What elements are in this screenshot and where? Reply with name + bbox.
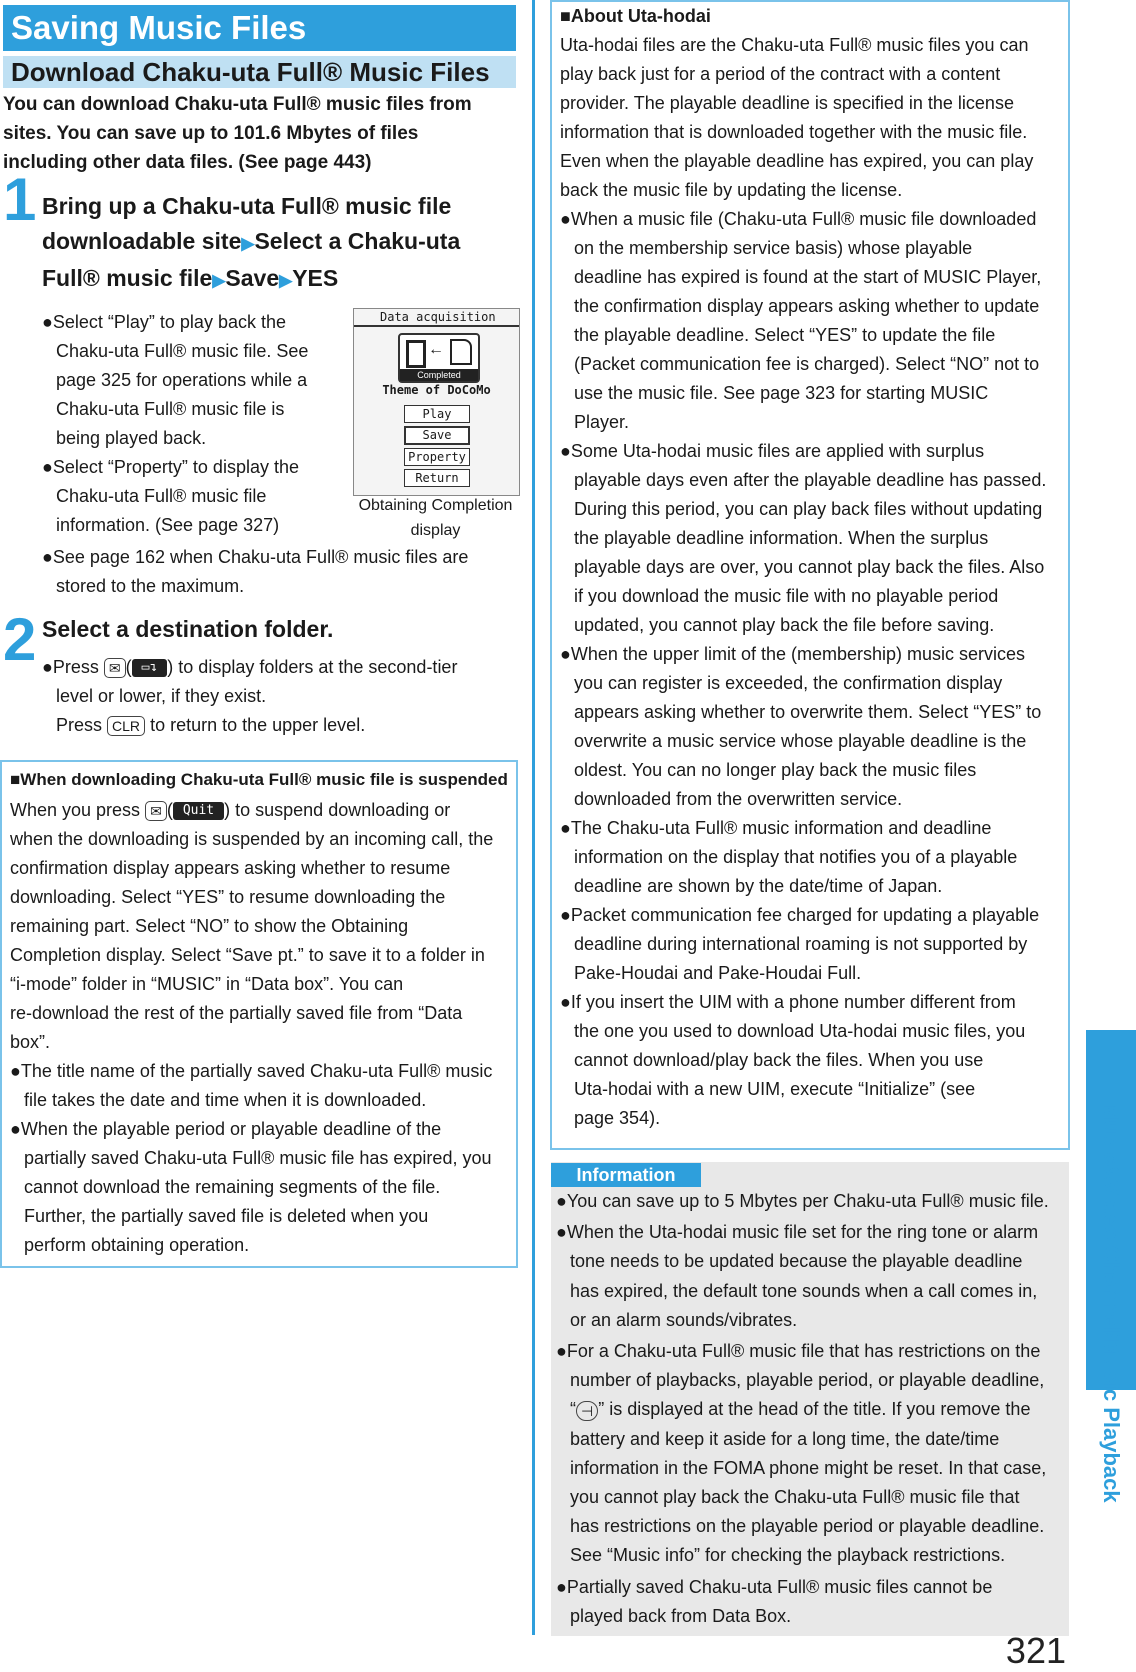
section-title: Saving Music Files: [3, 5, 516, 51]
bullet-item: ●Packet communication fee charged for updating a playable: [560, 905, 1040, 925]
information-content: ●You can save up to 5 Mbytes per Chaku-uta Full® music file. ●When the Uta-hodai music file set for the ring tone or alarm tone needs to be updated because the playable deadline has expired, the default tone sounds when a call comes in, or an alarm sounds/vibrates. ●For a Chaku-uta Full® music file that has restrictions on the number of playbacks, playable period, or playable deadline, “ ⊣ ” is displayed at the head of the title. If you remove the battery and keep it aside for a long time, the date/time information in the FOMA phone might be reset. In that case, you cannot play back the Chaku-uta Full® music file that has restrictions on the playable period or playable deadline. See “Music info” for checking the playback restrictions. ●Partially saved Chaku-uta Full® music files cannot be played back from Data Box.: [556, 1187, 1068, 1631]
bullet-item: ●The title name of the partially saved Chaku-uta Full® music: [10, 1061, 493, 1081]
step-2-title: Select a destination folder.: [42, 616, 334, 642]
step-2-number: 2: [3, 606, 37, 673]
bullet-item: ●You can save up to 5 Mbytes per Chaku-uta Full® music file.: [556, 1191, 1049, 1211]
bullet-item: ●For a Chaku-uta Full® music file that has restrictions on the: [556, 1341, 1041, 1362]
subsection-title: Download Chaku-uta Full® Music Files: [3, 56, 516, 88]
clr-key-icon: CLR: [107, 716, 145, 736]
download-complete-icon: ← Completed: [398, 333, 480, 383]
arrow-right-icon: ▶: [212, 271, 226, 290]
arrow-right-icon: ▶: [241, 234, 255, 253]
step-1-number: 1: [3, 166, 37, 233]
square-bullet-icon: ■: [10, 770, 21, 789]
bullet-item: ●Some Uta-hodai music files are applied with surplus: [560, 441, 985, 461]
step-2-bullet: ●Press ✉ ( ▭↴ ) to display folders at the second-tier level or lower, if they exist. Press CLR to return to the upper level.: [42, 657, 458, 735]
bullet-item: ●Select “Property” to display the Chaku-uta Full® music file information. (See page 327): [42, 457, 299, 535]
information-tag: Information: [551, 1163, 701, 1187]
menu-return[interactable]: Return: [404, 469, 470, 487]
phone-screen-illustration: [353, 308, 520, 496]
menu-save[interactable]: Save: [404, 426, 470, 445]
bullet-item: ●When the upper limit of the (membership) music services: [560, 644, 1026, 664]
about-uta-hodai-box: ■About Uta-hodai Uta-hodai files are the Chaku-uta Full® music files you can play back just for a period of the contract with a content provider. The playable deadline is specified in the license information that is downloaded together with the music file. Even when the playable deadline has expired, you can play back the music file by updating the license. ●When a music file (Chaku-uta Full® music file downloaded on the membership service basis) whose playable deadline has expired is found at the start of MUSIC Player, the confirmation display appears asking whether to update the playable deadline. Select “YES” to update the file (Packet communication fee is charged). Select “NO” not to use the music file. See page 323 for starting MUSIC Player. ●Some Uta-hodai music files are applied with surplus playable days even after the playable deadline has passed. During this period, you can play back files without updating the playable deadline information. When the surplus playable days are over, you cannot play back the files. Also if you download the music file with no playable period updated, you cannot play back the file before saving. ●When the upper limit of the (membership) music services you can register is exceeded, the confirmation display appears asking whether to overwrite them. Select “YES” to overwrite a music service whose playable deadline is the oldest. You can no longer play back the music files downloaded from the overwritten service. ●The Chaku-uta Full® music information and deadline information on the display that notifies you of a playable deadline are shown by the date/time of Japan. ●Packet communication fee charged for updating a playable deadline during international roaming is not supported by Pake-Houdai and Pake-Houdai Full. ●If you insert the UIM with a phone number different from the one you used to download Uta-hodai music files, you cannot download/play back the files. When you use Uta-hodai with a new UIM, execute “Initialize” (see page 354).: [550, 0, 1070, 1150]
bullet-item: ●When the playable period or playable deadline of the: [10, 1119, 442, 1139]
menu-property[interactable]: Property: [404, 448, 470, 466]
screen-label: Obtaining Completion display: [358, 497, 513, 539]
bullet-item: ●Partially saved Chaku-uta Full® music files cannot be: [556, 1576, 993, 1597]
intro-text: You can download Chaku-uta Full® music files from sites. You can save up to 101.6 Mbytes of files including other data files. (See page 443): [3, 94, 472, 173]
bullet-item: ●If you insert the UIM with a phone number different from: [560, 992, 1016, 1012]
step-1-instruction: Bring up a Chaku-uta Full® music file downloadable site▶Select a Chaku-uta Full® music file▶Save▶YES: [42, 193, 461, 291]
bullet-item: ●See page 162 when Chaku-uta Full® music files are stored to the maximum.: [42, 547, 469, 596]
screen-title: Data acquisition: [354, 309, 519, 327]
bullet-item: ●Select “Play” to play back the Chaku-uta Full® music file. See page 325 for operations while a Chaku-uta Full® music file is being played back.: [42, 312, 309, 448]
arrow-right-icon: ▶: [279, 271, 293, 290]
suspend-note-box: ■When downloading Chaku-uta Full® music file is suspended When you press ✉ ( Quit ) to suspend downloading or when the downloading is suspended by an incoming call, the confirmation display appears asking whether to resume downloading. Select “YES” to resume downloading the remaining part. Select “NO” to show the Obtaining Completion display. Select “Save pt.” to save it to a folder in “i-mode” folder in “MUSIC” in “Data box”. You can re-download the rest of the partially saved file from “Data box”. ●The title name of the partially saved Chaku-uta Full® music file takes the date and time when it is downloaded. ●When the playable period or playable deadline of the partially saved Chaku-uta Full® music file has expired, you cannot download the remaining segments of the file. Further, the partially saved file is deleted when you perform obtaining operation.: [0, 760, 518, 1268]
menu-play[interactable]: Play: [404, 405, 470, 423]
about-heading: ■About Uta-hodai: [560, 6, 711, 26]
mail-key-icon: ✉: [104, 658, 126, 678]
bullet-item: ●The Chaku-uta Full® music information and deadline: [560, 818, 992, 838]
column-divider: [532, 0, 535, 1635]
quit-softkey: Quit: [173, 802, 224, 820]
clock-restriction-icon: ⊣: [576, 1401, 598, 1421]
chapter-label: Music&Video Channel/Music Playback: [1099, 1102, 1124, 1503]
step-1-bullets: [42, 308, 342, 540]
square-bullet-icon: ■: [560, 6, 571, 26]
bullet-item: ●When the Uta-hodai music file set for the ring tone or alarm: [556, 1222, 1039, 1243]
screen-caption: Theme of DoCoMo: [382, 383, 491, 397]
suspend-heading: ■When downloading Chaku-uta Full® music file is suspended: [10, 770, 508, 789]
mail-key-icon: ✉: [145, 801, 167, 821]
bullet-item: ●When a music file (Chaku-uta Full® music file downloaded: [560, 209, 1037, 229]
folder-softkey-icon: ▭↴: [132, 659, 168, 677]
page-number: 321: [1005, 1630, 1066, 1671]
